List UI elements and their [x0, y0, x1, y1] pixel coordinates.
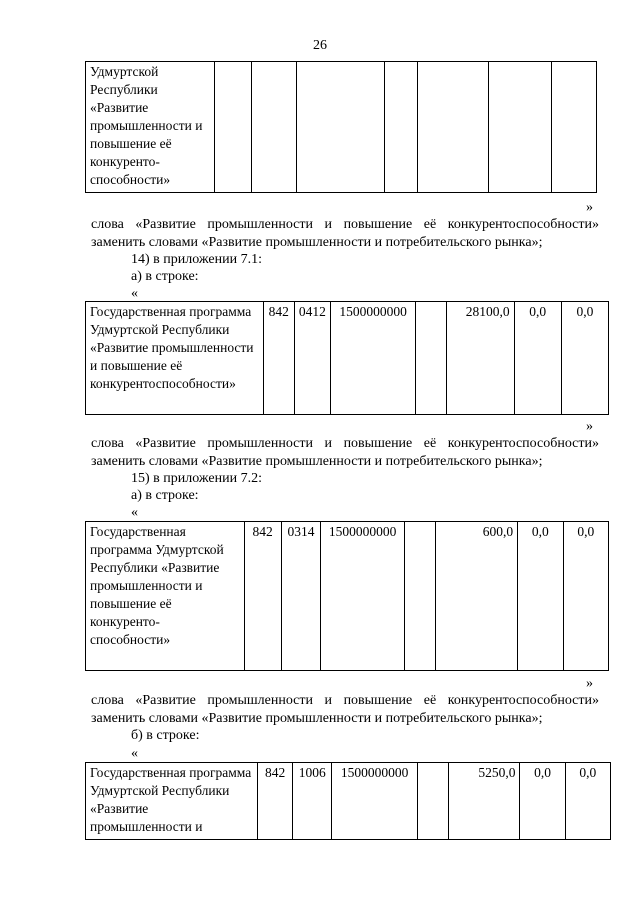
table-cell-type	[405, 522, 436, 671]
open-quote: «	[131, 286, 138, 301]
sub-heading: а) в строке:	[131, 269, 199, 284]
table-cell-type	[417, 763, 448, 840]
open-quote: «	[131, 746, 138, 761]
table-cell-section: 1006	[293, 763, 332, 840]
replace-text-line2: заменить словами «Развитие промышленности и потребительского рынка»;	[91, 711, 543, 726]
item-heading: 15) в приложении 7.2:	[131, 471, 262, 486]
table-cell-name: Государственная программа Удмуртской Республики «Развитие промышленности и повышение её конкуренто-способности»	[86, 522, 245, 671]
replace-text-line2: заменить словами «Развитие промышленности и потребительского рынка»;	[91, 235, 543, 250]
table-row-7-2-a	[85, 521, 609, 671]
table-cell	[552, 62, 597, 193]
table-row	[86, 302, 609, 415]
table-cell-code: 842	[244, 522, 281, 671]
table-cell-amount: 5250,0	[449, 763, 520, 840]
sub-heading: б) в строке:	[131, 728, 200, 743]
item-heading: 14) в приложении 7.1:	[131, 252, 262, 267]
table-cell-name: Удмуртской Республики «Развитие промышленности и повышение её конкуренто-способности»	[86, 62, 215, 193]
table-row-7-2-b	[85, 762, 611, 840]
table-cell-value: 0,0	[561, 302, 608, 415]
table-cell-value: 0,0	[565, 763, 610, 840]
table-cell	[296, 62, 385, 193]
table-cell	[214, 62, 251, 193]
table-cell	[251, 62, 296, 193]
table-cell-amount: 28100,0	[447, 302, 514, 415]
table-cell	[385, 62, 418, 193]
table-cell-amount: 600,0	[436, 522, 518, 671]
close-quote: »	[586, 419, 593, 434]
table-cell-value: 0,0	[518, 522, 563, 671]
table-row	[86, 522, 609, 671]
table-row	[86, 763, 611, 840]
sub-heading: а) в строке:	[131, 488, 199, 503]
replace-text-line1: слова «Развитие промышленности и повышение её конкурентоспособности»	[91, 436, 599, 451]
table-cell-value: 0,0	[520, 763, 565, 840]
table-cell-code: 842	[263, 302, 294, 415]
table-cell-type	[416, 302, 447, 415]
table-row	[86, 62, 597, 193]
table-cell-target: 1500000000	[332, 763, 417, 840]
table-cell-target: 1500000000	[330, 302, 415, 415]
table-cell	[489, 62, 552, 193]
replace-text-line1: слова «Развитие промышленности и повышение её конкурентоспособности»	[91, 217, 599, 232]
table-cell-value: 0,0	[563, 522, 608, 671]
close-quote: »	[586, 676, 593, 691]
table-cell-section: 0412	[294, 302, 330, 415]
table-cell-target: 1500000000	[321, 522, 405, 671]
close-quote: »	[586, 200, 593, 215]
table-cell-name: Государственная программа Удмуртской Республики «Развитие промышленности и повышение её конкурентоспособности»	[86, 302, 264, 415]
table-cell-section: 0314	[281, 522, 320, 671]
replace-text-line1: слова «Развитие промышленности и повышение её конкурентоспособности»	[91, 693, 599, 708]
open-quote: «	[131, 505, 138, 520]
table-cell-name: Государственная программа Удмуртской Республики «Развитие промышленности и	[86, 763, 258, 840]
table-cell-code: 842	[257, 763, 292, 840]
table-row-7-1	[85, 301, 609, 415]
table-cell	[418, 62, 489, 193]
replace-text-line2: заменить словами «Развитие промышленности и потребительского рынка»;	[91, 454, 543, 469]
page-number: 26	[313, 38, 327, 53]
table-continuation	[85, 61, 597, 193]
table-cell-value: 0,0	[514, 302, 561, 415]
